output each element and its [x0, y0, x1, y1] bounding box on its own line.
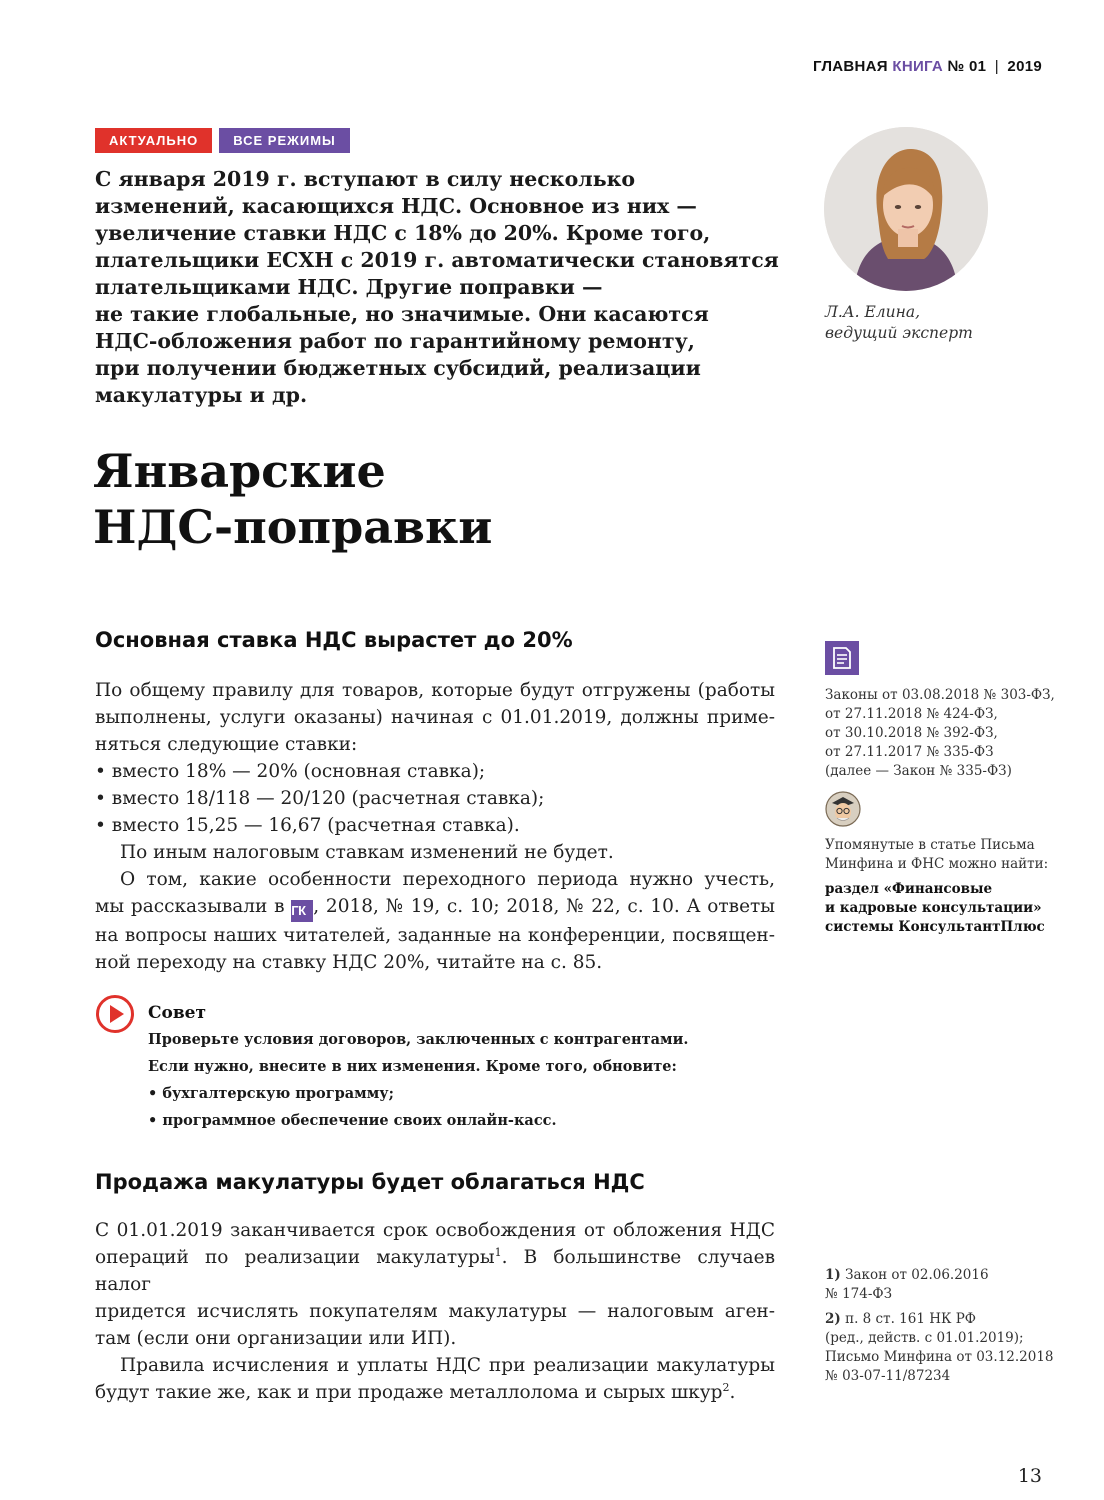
title-line-2: НДС-поправки [93, 500, 493, 554]
sidebar-bold-line: и кадровые консультации» [825, 900, 1042, 916]
page-number: 13 [1017, 1465, 1042, 1487]
body-line: придется исчислять покупателям макулатуры — налоговым аген- [95, 1301, 775, 1322]
tip-line: Проверьте условия договоров, заключенных с контрагентами. [148, 1031, 689, 1048]
lead-paragraph [95, 166, 795, 409]
body-line: Правила исчисления и уплаты НДС при реализации макулатуры [120, 1355, 775, 1376]
body-line: там (если они организации или ИП). [95, 1328, 457, 1349]
body-line-with-logo [95, 893, 775, 922]
bullet-item: • вместо 18/118 — 20/120 (расчетная ставка); [95, 785, 775, 812]
sidebar-consultant [825, 836, 1055, 937]
lead-line: увеличение ставки НДС с 18% до 20%. Кроме того, [95, 221, 711, 245]
footnote-2 [825, 1310, 1055, 1329]
law-line: от 30.10.2018 № 392-ФЗ, [825, 725, 998, 741]
magazine-name-part1: ГЛАВНАЯ [813, 58, 888, 75]
author-photo [824, 127, 988, 291]
footnote-text: (ред., действ. с 01.01.2019); [825, 1330, 1024, 1346]
body-text: операций по реализации макулатуры [95, 1247, 495, 1268]
footnote-text: п. 8 ст. 161 НК РФ [845, 1311, 977, 1327]
professor-icon [825, 791, 861, 827]
footnote-text: № 03-07-11/87234 [825, 1368, 951, 1384]
section2-heading: Продажа макулатуры будет облагаться НДС [95, 1170, 645, 1194]
lead-line: макулатуры и др. [95, 383, 308, 407]
tip-title: Совет [148, 1003, 207, 1023]
body-line-with-footnote [95, 1244, 775, 1298]
footnote-2-number: 2) [825, 1311, 841, 1327]
law-line: от 27.11.2018 № 424-ФЗ, [825, 706, 998, 722]
play-icon [95, 994, 135, 1034]
body-line-with-footnote [95, 1379, 775, 1406]
law-line: Законы от 03.08.2018 № 303-ФЗ, [825, 687, 1055, 703]
lead-line: С января 2019 г. вступают в силу несколько [95, 167, 636, 191]
sidebar-bold-line: системы КонсультантПлюс [825, 919, 1045, 935]
body-line: По общему правилу для товаров, которые будут отгружены (работы [95, 680, 775, 701]
tag-all-regimes: ВСЕ РЕЖИМЫ [219, 128, 350, 153]
body-line: По иным налоговым ставкам изменений не будет. [120, 842, 614, 863]
lead-line: не такие глобальные, но значимые. Они касаются [95, 302, 709, 326]
issue-year: 2019 [1007, 58, 1042, 75]
author-caption [825, 302, 973, 344]
body-line: няться следующие ставки: [95, 734, 358, 755]
author-role: ведущий эксперт [825, 324, 973, 342]
sidebar-bold-line: раздел «Финансовые [825, 881, 993, 897]
section1-body [95, 677, 775, 976]
footnote-1-number: 1) [825, 1267, 841, 1283]
tip-box [148, 1000, 768, 1134]
lead-line: плательщиками НДС. Другие поправки — [95, 275, 603, 299]
tip-bullet: • бухгалтерскую программу; [148, 1080, 768, 1107]
lead-line: плательщики ЕСХН с 2019 г. автоматически становятся [95, 248, 779, 272]
lead-line: изменений, касающихся НДС. Основное из них — [95, 194, 697, 218]
footnotes [825, 1266, 1055, 1386]
body-line: выполнены, услуги оказаны) начиная с 01.01.2019, должны приме- [95, 707, 775, 728]
footnote-ref-1: 1 [494, 1245, 502, 1259]
header-separator: | [994, 58, 999, 75]
body-line: О том, какие особенности переходного периода нужно учесть, [120, 869, 775, 890]
section1-heading: Основная ставка НДС вырастет до 20% [95, 628, 573, 652]
tip-line: Если нужно, внесите в них изменения. Кроме того, обновите: [148, 1058, 677, 1075]
title-line-1: Январские [93, 444, 386, 498]
body-line: ной переходу на ставку НДС 20%, читайте на с. 85. [95, 952, 603, 973]
bullet-item: • вместо 15,25 — 16,67 (расчетная ставка). [95, 812, 775, 839]
bullet-item: • вместо 18% — 20% (основная ставка); [95, 758, 775, 785]
sidebar-line: Минфина и ФНС можно найти: [825, 856, 1049, 872]
tag-actual: АКТУАЛЬНО [95, 128, 212, 153]
footnote-text: Закон от 02.06.2016 [845, 1267, 989, 1283]
masthead [813, 58, 1042, 75]
lead-line: НДС-обложения работ по гарантийному ремонту, [95, 329, 695, 353]
sidebar-line: Упомянутые в статье Письма [825, 837, 1035, 853]
section2-body [95, 1217, 775, 1406]
body-line: С 01.01.2019 заканчивается срок освобождения от обложения НДС [95, 1220, 775, 1241]
body-text: будут такие же, как и при продаже металлолома и сырых шкур [95, 1382, 723, 1403]
magazine-name-part2: КНИГА [892, 58, 944, 75]
sidebar-laws [825, 686, 1055, 781]
footnote-ref-2: 2 [722, 1380, 730, 1394]
body-line: на вопросы наших читателей, заданные на конференции, посвящен- [95, 925, 775, 946]
footnote-text: № 174-ФЗ [825, 1286, 893, 1302]
tip-bullet: • программное обеспечение своих онлайн-касс. [148, 1107, 768, 1134]
footnote-1 [825, 1266, 1055, 1285]
article-title [93, 443, 492, 555]
lead-line: при получении бюджетных субсидий, реализации [95, 356, 701, 380]
author-name: Л.А. Елина, [825, 303, 920, 321]
law-line: (далее — Закон № 335-ФЗ) [825, 763, 1012, 779]
rubric-tags [95, 128, 350, 153]
gk-magazine-logo-icon: ГК [291, 900, 313, 922]
body-text: , 2018, № 19, с. 10; 2018, № 22, с. 10. А ответы [313, 896, 775, 917]
body-text: . В большинстве случаев налог [95, 1247, 775, 1295]
footnote-text: Письмо Минфина от 03.12.2018 [825, 1349, 1054, 1365]
issue-number: № 01 [947, 58, 987, 75]
body-text: . [729, 1382, 736, 1403]
body-text: мы рассказывали в [95, 896, 285, 917]
law-line: от 27.11.2017 № 335-ФЗ [825, 744, 994, 760]
document-icon [825, 641, 859, 675]
